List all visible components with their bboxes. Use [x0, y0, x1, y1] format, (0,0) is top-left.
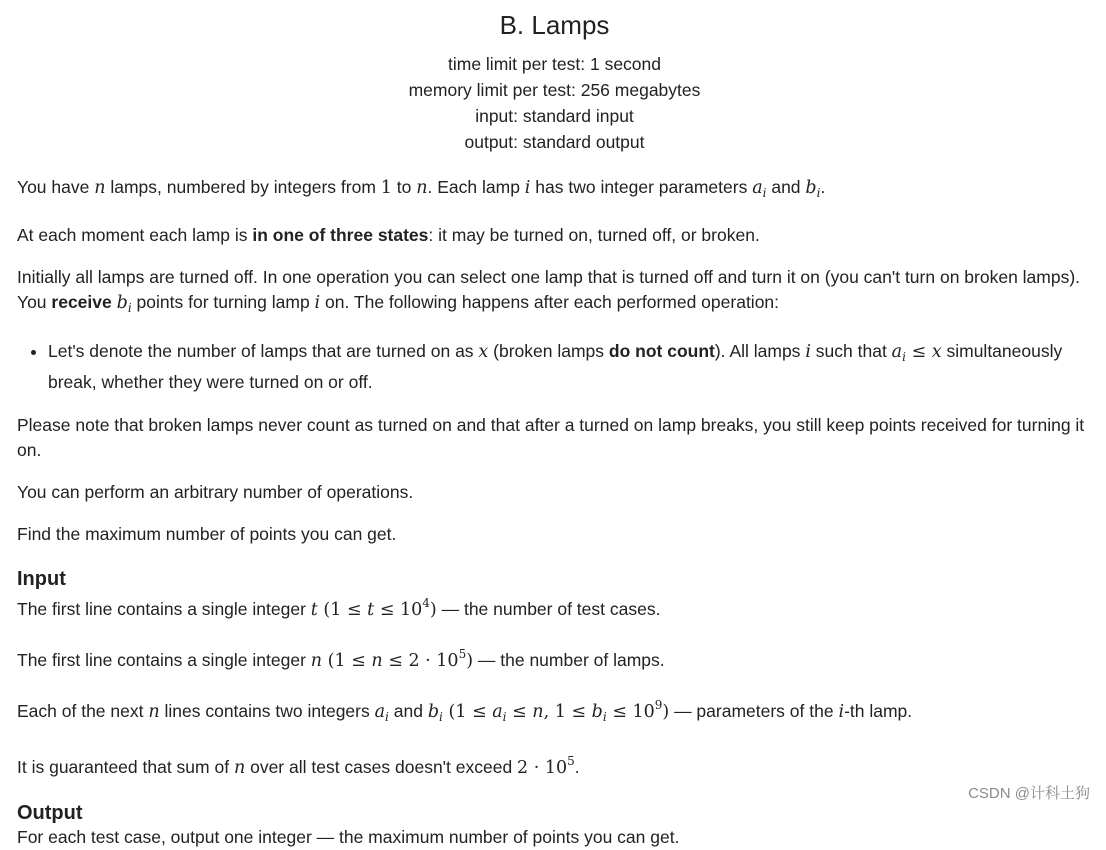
math-var: b: [427, 702, 440, 722]
memory-limit: memory limit per test: 256 megabytes: [408, 80, 701, 100]
text: — the number of test cases.: [436, 599, 661, 619]
math-op: ≤: [905, 342, 932, 362]
math-var: t: [367, 600, 375, 620]
text: — the number of lamps.: [473, 650, 665, 670]
math-op: (1 ≤: [322, 651, 372, 671]
math-var: a: [374, 702, 386, 722]
math-sub: i: [762, 186, 767, 200]
bold-text: receive: [51, 292, 112, 312]
math-var: a: [891, 342, 903, 362]
math-var: n: [148, 702, 160, 722]
math-sup: 9: [654, 698, 663, 712]
text: (broken lamps: [488, 341, 609, 361]
math-var: n: [371, 651, 383, 671]
text: and: [766, 177, 806, 197]
math-op: 2 · 10: [517, 758, 568, 778]
text: Initially all lamps are turned off. In one operation you can select one lamp that is turned off and turn it on (you can't turn on broken lamps). You: [17, 267, 1081, 312]
text: points for turning lamp: [131, 292, 315, 312]
math-op: ): [429, 600, 437, 620]
math-op: (1 ≤: [442, 702, 493, 722]
math-sub: i: [816, 186, 821, 200]
math-sub: i: [439, 710, 443, 724]
bold-text: in one of three states: [252, 225, 429, 245]
operation-rules-list: [17, 339, 1092, 395]
math-var: n: [94, 178, 106, 198]
text: over all test cases doesn't exceed: [245, 757, 518, 777]
text: on. The following happens after each performed operation:: [320, 292, 780, 312]
input-line-2: [17, 642, 1092, 674]
math-op: ≤: [506, 702, 533, 722]
text: such that: [810, 341, 892, 361]
math-sub: i: [602, 710, 607, 724]
math-var: n: [532, 702, 544, 722]
text: — parameters of the: [669, 701, 839, 721]
math-var: i: [314, 293, 321, 313]
text: The first line contains a single integer: [17, 650, 311, 670]
problem-title: B. Lamps: [499, 10, 610, 40]
text: to: [391, 177, 417, 197]
input-line-3: [17, 693, 1092, 730]
math-var: a: [752, 178, 763, 198]
problem-statement: [17, 0, 1092, 850]
math-op: ≤ 10: [374, 600, 423, 620]
math-var: i: [838, 702, 845, 722]
math-var: n: [233, 758, 246, 778]
output-section-title: Output: [17, 802, 83, 824]
time-limit: time limit per test: 1 second: [448, 54, 661, 74]
math-op: ): [466, 651, 474, 671]
text: Let's denote the number of lamps that are turned on as: [48, 341, 479, 361]
math-sub: i: [385, 710, 389, 724]
statement-paragraph-6: Find the maximum number of points you can get.: [17, 524, 397, 544]
math-op: ≤ 2 · 10: [382, 651, 459, 671]
math-num: 1: [380, 178, 392, 198]
statement-paragraph-2: [17, 223, 1092, 248]
math-var: b: [805, 178, 817, 198]
math-op: (1 ≤: [317, 600, 368, 620]
math-sup: 5: [458, 647, 467, 661]
math-var: x: [478, 342, 489, 362]
text: simultaneously break, whether they were turned on or off.: [48, 341, 1063, 392]
math-var: a: [492, 702, 503, 722]
math-sub: i: [127, 301, 132, 315]
text: lines contains two integers: [159, 701, 375, 721]
text: . Each lamp: [427, 177, 525, 197]
math-op: , 1 ≤: [543, 702, 592, 722]
statement-paragraph-3: [17, 265, 1092, 321]
math-sup: 5: [567, 754, 575, 768]
math-var: i: [805, 342, 811, 362]
math-var: b: [591, 702, 603, 722]
text: and: [388, 701, 428, 721]
math-sub: i: [502, 710, 507, 724]
text: ). All lamps: [714, 341, 806, 361]
statement-paragraph-1: [17, 175, 1092, 206]
statement-paragraph-4: Please note that broken lamps never count as turned on and that after a turned on lamp breaks, you still keep points received for turning it on.: [17, 415, 1085, 460]
input-section-title: Input: [17, 568, 66, 590]
math-op: ≤ 10: [606, 702, 655, 722]
text: You have: [17, 177, 95, 197]
math-sup: 4: [422, 596, 430, 610]
math-var: i: [524, 178, 531, 198]
text: The first line contains a single integer: [17, 599, 311, 619]
problem-header: [17, 9, 1092, 155]
text: : it may be turned on, turned off, or broken.: [428, 225, 760, 245]
statement-paragraph-5: You can perform an arbitrary number of operations.: [17, 482, 414, 502]
text: lamps, numbered by integers from: [105, 177, 381, 197]
math-var: x: [931, 342, 942, 362]
text: At each moment each lamp is: [17, 225, 253, 245]
math-var: n: [416, 178, 428, 198]
limits-block: [17, 51, 1092, 155]
math-var: t: [310, 600, 318, 620]
math-sub: i: [902, 350, 906, 364]
text: -th lamp.: [844, 701, 913, 721]
text: .: [820, 177, 826, 197]
math-var: n: [310, 651, 323, 671]
math-var: b: [116, 293, 128, 313]
output-line-1: For each test case, output one integer — the maximum number of points you can get.: [17, 827, 680, 847]
text: Each of the next: [17, 701, 149, 721]
watermark: CSDN @计科土狗: [968, 785, 1090, 802]
output-spec: output: standard output: [464, 132, 645, 152]
text: has two integer parameters: [530, 177, 753, 197]
text: It is guaranteed that sum of: [17, 757, 234, 777]
bold-text: do not count: [608, 341, 715, 361]
list-item: [48, 339, 1092, 395]
text: .: [574, 757, 580, 777]
input-line-4: [17, 749, 1092, 781]
math-op: ): [662, 702, 670, 722]
input-line-1: [17, 591, 1092, 623]
input-spec: input: standard input: [475, 106, 634, 126]
